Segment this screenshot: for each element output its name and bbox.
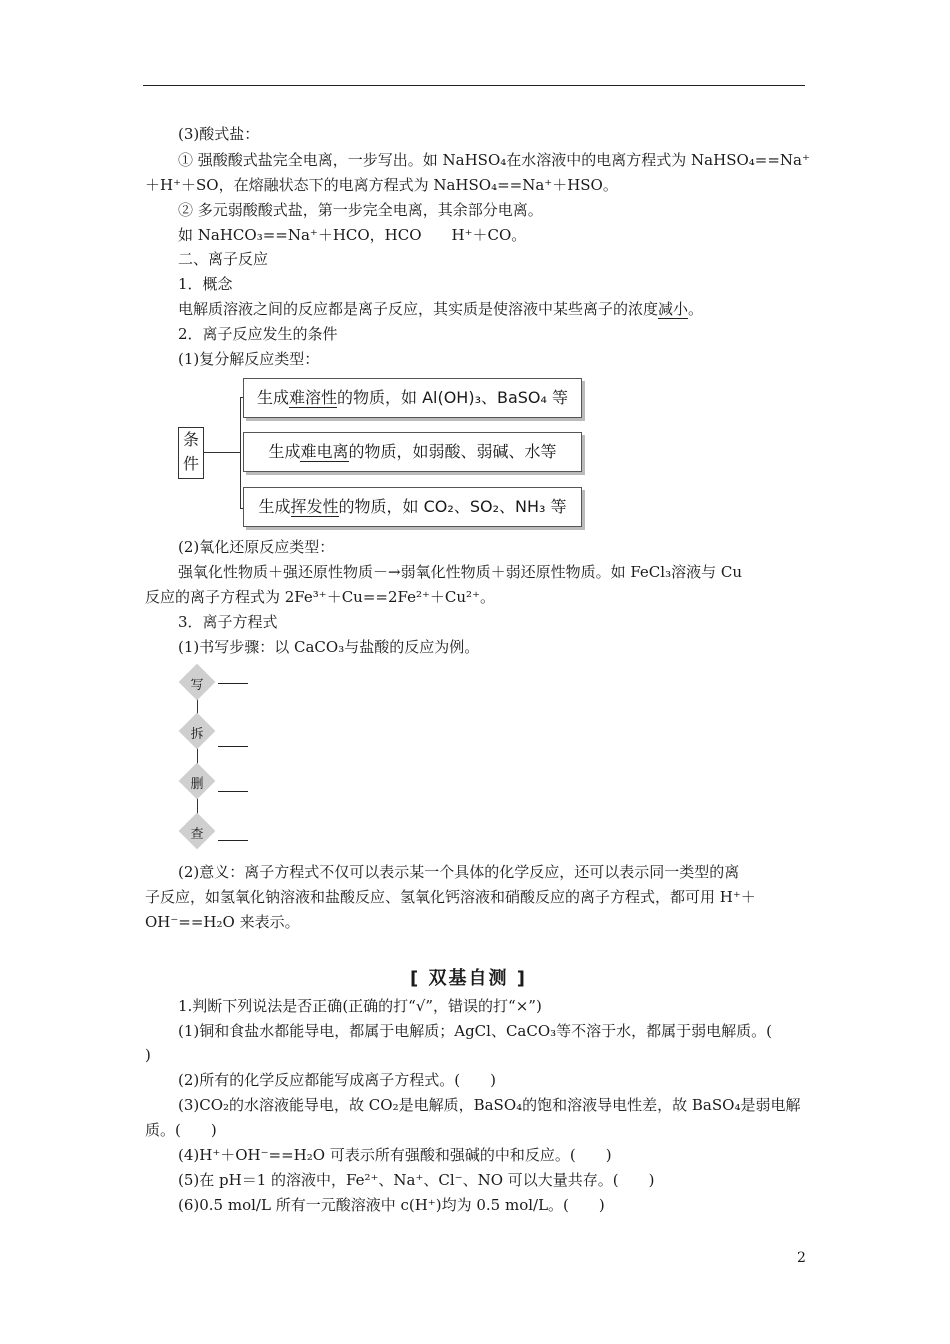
part2-heading: 二、离子反应 bbox=[178, 250, 269, 268]
step-check: 查 bbox=[190, 827, 204, 842]
step-write-blank bbox=[218, 683, 248, 684]
selftest-item3-line2: 质。( ) bbox=[145, 1121, 217, 1139]
condition-label-char2: 件 bbox=[182, 454, 199, 473]
redox-line1: 强氧化性物质＋强还原性物质－→弱氧化性物质＋弱还原性物质。如 FeCl₃溶液与 Cu bbox=[178, 563, 742, 581]
meaning-line2: 子反应，如氢氧化钠溶液和盐酸反应、氢氧化钙溶液和硝酸反应的离子方程式，都可用 H⁺＋ bbox=[145, 888, 756, 906]
box3-keyword: 挥发性 bbox=[290, 497, 339, 516]
acid-salt-p2: ② 多元弱酸酸式盐，第一步完全电离，其余部分电离。 bbox=[178, 201, 543, 219]
selftest-q1: 1.判断下列说法是否正确(正确的打“√”，错误的打“×”) bbox=[178, 997, 542, 1015]
meaning-line1: (2)意义：离子方程式不仅可以表示某一个具体的化学反应，还可以表示同一类型的离 bbox=[178, 863, 740, 881]
step-write: 写 bbox=[190, 678, 204, 693]
connector-h bbox=[204, 452, 240, 453]
box2-text-a: 生成 bbox=[268, 442, 301, 461]
condition-box-volatile bbox=[243, 487, 582, 527]
box2-text-c: 的物质，如弱酸、弱碱、水等 bbox=[348, 442, 557, 461]
box1-text-c: 的物质，如 Al(OH)₃、BaSO₄ 等 bbox=[336, 388, 569, 407]
condition-box-weak-electrolyte bbox=[243, 432, 582, 472]
acid-salt-p1-line2: ＋H⁺＋SO，在熔融状态下的电离方程式为 NaHSO₄==Na⁺＋HSO。 bbox=[145, 176, 618, 194]
step-split: 拆 bbox=[190, 727, 204, 742]
selftest-item1-line2: ) bbox=[145, 1046, 151, 1064]
box1-text-a: 生成 bbox=[256, 388, 289, 407]
condition-label-box bbox=[178, 427, 204, 479]
box3-text-c: 的物质，如 CO₂、SO₂、NH₃ 等 bbox=[338, 497, 567, 516]
acid-salt-p1-line1: ① 强酸酸式盐完全电离，一步写出。如 NaHSO₄在水溶液中的电离方程式为 NaHSO₄==Na⁺ bbox=[178, 151, 810, 169]
step-split-blank bbox=[218, 746, 248, 747]
page-number: 2 bbox=[797, 1250, 806, 1266]
condition-box-insoluble bbox=[243, 378, 582, 418]
meaning-line3: OH⁻==H₂O 来表示。 bbox=[145, 913, 300, 931]
cond-sub1: (1)复分解反应类型： bbox=[178, 350, 320, 368]
step-delete-blank bbox=[218, 791, 248, 792]
condition-label-char1: 条 bbox=[182, 430, 199, 449]
acid-salt-p3: 如 NaHCO₃==Na⁺＋HCO，HCO H⁺＋CO。 bbox=[178, 226, 527, 244]
concept-text-a: 电解质溶液之间的反应都是离子反应，其实质是使溶液中某些离子的浓度 bbox=[178, 300, 659, 318]
box3-text-a: 生成 bbox=[258, 497, 291, 516]
step-check-blank bbox=[218, 840, 248, 841]
concept-text bbox=[178, 299, 703, 319]
connector-v bbox=[240, 397, 241, 508]
eq-title: 3．离子方程式 bbox=[178, 613, 278, 631]
selftest-item6: (6)0.5 mol/L 所有一元酸溶液中 c(H⁺)均为 0.5 mol/L。( ) bbox=[178, 1196, 605, 1214]
box1-keyword: 难溶性 bbox=[288, 388, 337, 407]
step-delete: 删 bbox=[190, 777, 204, 792]
selftest-item5: (5)在 pH＝1 的溶液中，Fe²⁺、Na⁺、Cl⁻、NO 可以大量共存。( ) bbox=[178, 1171, 655, 1189]
selftest-heading: [ 双基自测 ] bbox=[410, 968, 527, 989]
acid-salt-title: (3)酸式盐： bbox=[178, 125, 260, 143]
eq-sub1: (1)书写步骤：以 CaCO₃与盐酸的反应为例。 bbox=[178, 638, 480, 656]
selftest-item2: (2)所有的化学反应都能写成离子方程式。( ) bbox=[178, 1071, 496, 1089]
selftest-item1-line1: (1)铜和食盐水都能导电，都属于电解质；AgCl、CaCO₃等不溶于水，都属于弱电解质。( bbox=[178, 1022, 773, 1040]
selftest-item3-line1: (3)CO₂的水溶液能导电，故 CO₂是电解质，BaSO₄的饱和溶液导电性差，故 BaSO₄是弱电解 bbox=[178, 1096, 801, 1114]
cond-title: 2．离子反应发生的条件 bbox=[178, 325, 338, 343]
concept-answer: 减小 bbox=[658, 300, 689, 318]
concept-title: 1．概念 bbox=[178, 275, 233, 293]
redox-line2: 反应的离子方程式为 2Fe³⁺＋Cu==2Fe²⁺＋Cu²⁺。 bbox=[145, 588, 495, 606]
box2-keyword: 难电离 bbox=[300, 442, 349, 461]
header-rule bbox=[143, 85, 805, 86]
cond-sub2: (2)氧化还原反应类型： bbox=[178, 538, 335, 556]
selftest-item4: (4)H⁺＋OH⁻==H₂O 可表示所有强酸和强碱的中和反应。( ) bbox=[178, 1146, 612, 1164]
concept-text-c: 。 bbox=[688, 300, 704, 318]
